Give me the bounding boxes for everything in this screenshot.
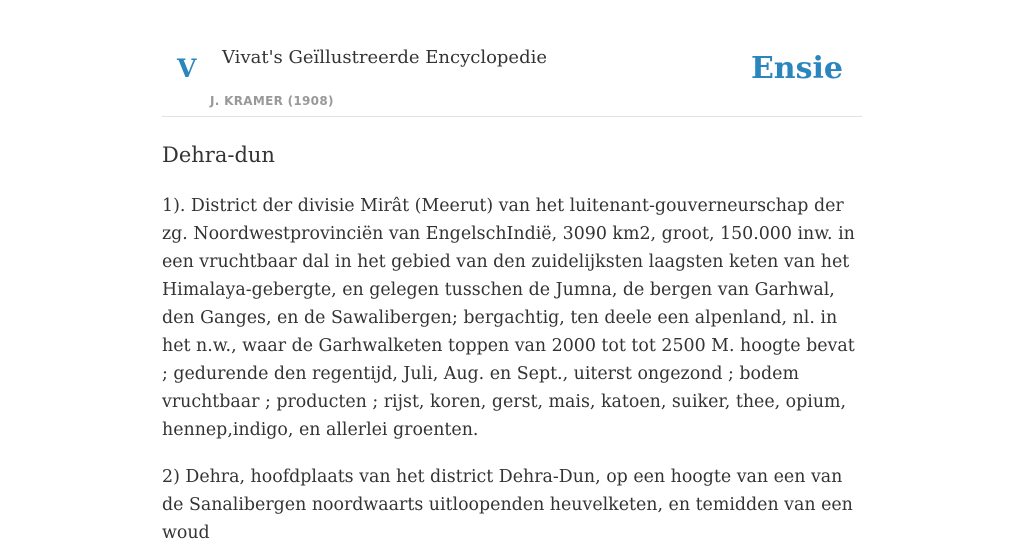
- site-header: [162, 0, 862, 117]
- article-paragraph-1: 1). District der divisie Mirât (Meerut) van het luitenant-gouverneurschap der zg. Noordwestprovinciën van EngelschIndië, 3090 km2, groot, 150.000 inw. in een vruchtbaar dal in het gebied van den zuidelijksten laagsten keten van het Himalaya-gebergte, en gelegen tusschen de Jumna, de bergen van Garhwal, den Ganges, en de Sawalibergen; bergachtig, ten deele een alpenland, nl. in het n.w., waar de Garhwalketen toppen van 2000 tot tot 2500 M. hoogte bevat ; gedurende den regentijd, Juli, Aug. en Sept., uiterst ongezond ; bodem vruchtbaar ; producten ; rijst, koren, gerst, mais, katoen, suiker, thee, opium, hennep,indigo, en allerlei groenten.: [162, 196, 855, 440]
- ensie-logo-link[interactable]: Ensie: [750, 51, 843, 86]
- article-paragraph-2: 2) Dehra, hoofdplaats van het district Dehra-Dun, op een hoogte van een van de Sanalibergen noordwaarts uitloopenden heuvelketen, en temidden van een woud: [162, 467, 853, 543]
- article-content: [162, 138, 866, 547]
- article-title: Dehra-dun: [162, 143, 275, 167]
- book-author: J. KRAMER (1908): [210, 94, 334, 108]
- book-title-link[interactable]: Vivat's Geïllustreerde Encyclopedie: [222, 47, 548, 68]
- book-logo[interactable]: V: [177, 54, 197, 83]
